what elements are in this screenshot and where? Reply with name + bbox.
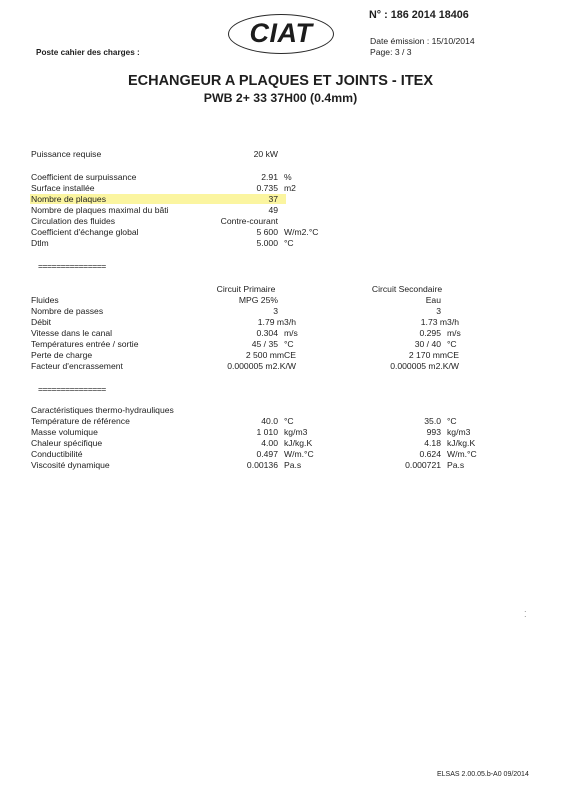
s2-primary: 1.79 m3/h — [257, 317, 296, 327]
ciat-logo — [228, 14, 334, 54]
s3-secondary-unit: Pa.s — [447, 460, 465, 470]
s3-primary: 1 010 — [256, 427, 278, 437]
s3-primary-unit: Pa.s — [284, 460, 302, 470]
s2-label: Nombre de passes — [31, 306, 104, 316]
s3-secondary: 0.624 — [419, 449, 441, 459]
secondary-circuit-header: Circuit Secondaire — [371, 284, 443, 294]
s3-secondary-unit: kJ/kg.K — [447, 438, 476, 448]
s3-secondary: 0.000721 — [405, 460, 441, 470]
separator: =============== — [38, 384, 106, 394]
s1-unit: W/m2.°C — [284, 227, 319, 237]
s2-label: Températures entrée / sortie — [31, 339, 139, 349]
s1-value: 37 — [268, 194, 278, 204]
scan-mark: ⁚ — [524, 610, 527, 619]
s2-secondary: 1.73 m3/h — [420, 317, 459, 327]
s3-secondary: 4.18 — [424, 438, 441, 448]
s1-label: Coefficient de surpuissance — [31, 172, 137, 182]
s2-primary: MPG 25% — [238, 295, 278, 305]
s3-label: Conductibilité — [31, 449, 83, 459]
separator: =============== — [38, 261, 106, 271]
s1-label: Nombre de plaques — [31, 194, 107, 204]
s2-primary: 2 500 mmCE — [245, 350, 296, 360]
s2-label: Débit — [31, 317, 52, 327]
s2-primary: 3 — [273, 306, 278, 316]
s3-label: Viscosité dynamique — [31, 460, 110, 470]
s2-secondary: 2 170 mmCE — [408, 350, 459, 360]
s2-primary: 0.304 — [256, 328, 278, 338]
s3-secondary-unit: °C — [447, 416, 457, 426]
s2-secondary: 0.295 — [419, 328, 441, 338]
s3-primary: 0.00136 — [246, 460, 278, 470]
s3-primary-unit: kg/m3 — [284, 427, 308, 437]
s1-label: Nombre de plaques maximal du bâti — [31, 205, 169, 215]
s3-secondary-unit: kg/m3 — [447, 427, 471, 437]
s3-primary-unit: °C — [284, 416, 294, 426]
s1-label: Surface installée — [31, 183, 95, 193]
s3-primary-unit: W/m.°C — [284, 449, 314, 459]
s2-primary: 45 / 35 — [251, 339, 278, 349]
s3-secondary: 993 — [426, 427, 441, 437]
thermo-hydraulic-heading: Caractéristiques thermo-hydrauliques — [31, 405, 174, 415]
footer-version: ELSAS 2.00.05.b-A0 09/2014 — [437, 771, 529, 778]
s1-value: 49 — [268, 205, 278, 215]
s1-label: Circulation des fluides — [31, 216, 116, 226]
s2-primary-unit: m/s — [284, 328, 298, 338]
logo-text: CIAT — [249, 18, 313, 48]
s2-secondary: 30 / 40 — [414, 339, 441, 349]
s2-primary-unit: °C — [284, 339, 294, 349]
issue-date: Date émission : 15/10/2014 — [370, 36, 475, 46]
page-number: Page: 3 / 3 — [370, 47, 412, 57]
s2-secondary-unit: °C — [447, 339, 457, 349]
s3-label: Masse volumique — [31, 427, 98, 437]
s2-secondary: Eau — [425, 295, 441, 305]
s1-label: Coefficient d'échange global — [31, 227, 139, 237]
s1-value: 20 kW — [253, 149, 278, 159]
s2-secondary: 3 — [436, 306, 441, 316]
s2-label: Facteur d'encrassement — [31, 361, 123, 371]
s3-primary: 4.00 — [261, 438, 278, 448]
s1-label: Puissance requise — [31, 149, 102, 159]
poste-cahier-label: Poste cahier des charges : — [36, 48, 140, 57]
s1-value: 2.91 — [261, 172, 278, 182]
s3-primary: 40.0 — [261, 416, 278, 426]
s2-primary: 0.000005 m2.K/W — [227, 361, 296, 371]
document-subtitle: PWB 2+ 33 37H00 (0.4mm) — [203, 91, 358, 105]
s1-value: 0.735 — [256, 183, 278, 193]
s1-value: Contre-courant — [220, 216, 278, 226]
s3-primary: 0.497 — [256, 449, 278, 459]
s1-unit: % — [284, 172, 292, 182]
s3-primary-unit: kJ/kg.K — [284, 438, 313, 448]
s1-label: Dtlm — [31, 238, 49, 248]
document-title: ECHANGEUR A PLAQUES ET JOINTS - ITEX — [127, 73, 434, 89]
s1-value: 5.000 — [256, 238, 278, 248]
s2-label: Perte de charge — [31, 350, 93, 360]
s1-unit: °C — [284, 238, 294, 248]
s2-label: Vitesse dans le canal — [31, 328, 113, 338]
s1-value: 5 600 — [256, 227, 278, 237]
s1-unit: m2 — [284, 183, 296, 193]
s3-secondary: 35.0 — [424, 416, 441, 426]
s3-label: Chaleur spécifique — [31, 438, 103, 448]
s2-label: Fluides — [31, 295, 59, 305]
document-number: N° : 186 2014 18406 — [369, 9, 469, 21]
s3-secondary-unit: W/m.°C — [447, 449, 477, 459]
s2-secondary: 0.000005 m2.K/W — [390, 361, 459, 371]
primary-circuit-header: Circuit Primaire — [216, 284, 276, 294]
s2-secondary-unit: m/s — [447, 328, 461, 338]
s3-label: Température de référence — [31, 416, 130, 426]
